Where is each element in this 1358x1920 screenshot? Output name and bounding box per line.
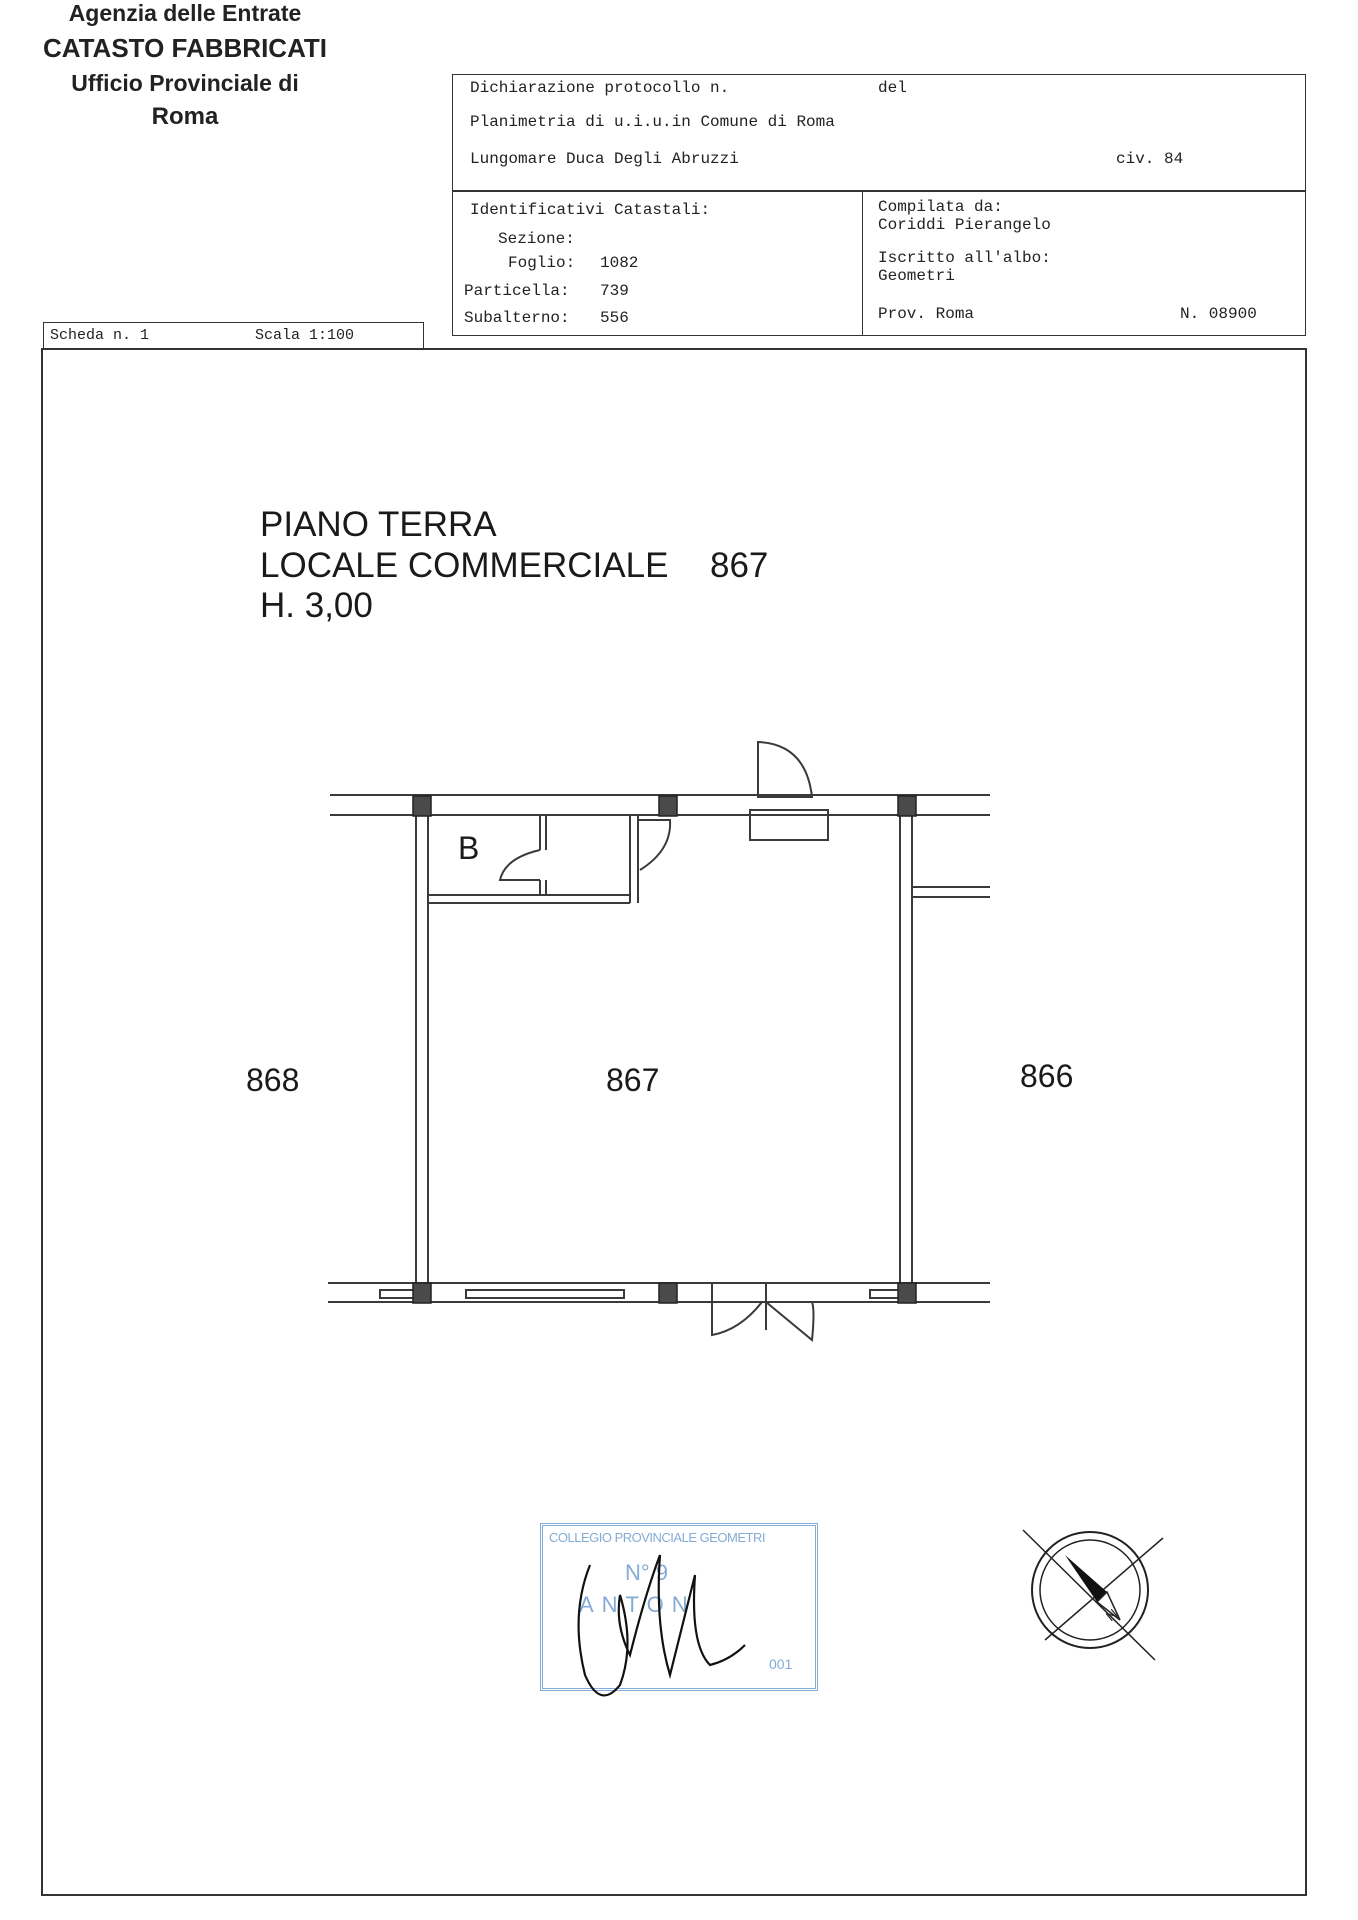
- pillar-top-right: [898, 796, 916, 816]
- subalterno-label: Subalterno:: [464, 309, 570, 327]
- stamp-number: N° 9: [625, 1560, 669, 1585]
- double-door-leaf-left: [712, 1302, 762, 1335]
- pillar-bottom-middle: [659, 1283, 677, 1303]
- agency-name: Agenzia delle Entrate: [68, 0, 302, 26]
- unit-center-label: 867: [606, 1062, 660, 1098]
- plan-use-title: LOCALE COMMERCIALE: [260, 546, 669, 585]
- sheet-scale: Scala 1:100: [255, 327, 355, 344]
- protocol-label: Dichiarazione protocollo n.: [470, 79, 730, 97]
- foglio-value: 1082: [600, 254, 639, 272]
- shopfront-segment-3: [870, 1290, 900, 1298]
- plan-floor-title: PIANO TERRA: [260, 505, 497, 544]
- address: Lungomare Duca Degli Abruzzi: [470, 150, 739, 168]
- north-arrow-icon: [1015, 1510, 1175, 1670]
- office-city: Roma: [151, 103, 219, 130]
- foglio-label: Foglio:: [508, 254, 576, 272]
- bath-door-swing: [500, 850, 540, 880]
- pillar-bottom-left: [413, 1283, 431, 1303]
- corridor-door-swing: [638, 820, 670, 870]
- sezione-label: Sezione:: [498, 230, 575, 248]
- compiler-label: Compilata da:: [878, 198, 1003, 216]
- stamp-code: 001: [769, 1656, 793, 1672]
- compiler-name: Coriddi Pierangelo: [878, 216, 1051, 234]
- register-value: Geometri: [878, 267, 955, 285]
- stamp-header: COLLEGIO PROVINCIALE GEOMETRI: [549, 1530, 765, 1545]
- province: Prov. Roma: [878, 305, 975, 323]
- register-label: Iscritto all'albo:: [878, 249, 1051, 267]
- particella-label: Particella:: [464, 282, 570, 300]
- signature: [560, 1535, 800, 1715]
- civic-number: civ. 84: [1116, 150, 1184, 168]
- plan-unit-number: 867: [710, 546, 769, 585]
- pillar-top-middle: [659, 796, 677, 816]
- particella-value: 739: [600, 282, 629, 300]
- office-label: Ufficio Provinciale di: [71, 70, 299, 96]
- register-number: N. 08900: [1180, 305, 1257, 323]
- room-b-label: B: [458, 830, 480, 866]
- svg-text:N: N: [1102, 1605, 1121, 1625]
- plan-height: H. 3,00: [260, 586, 373, 625]
- pillar-bottom-right: [898, 1283, 916, 1303]
- catasto-title: CATASTO FABBRICATI: [42, 33, 328, 63]
- identifiers-title: Identificativi Catastali:: [470, 201, 711, 219]
- pillar-top-left: [413, 796, 431, 816]
- shopfront-segment-1: [380, 1290, 416, 1298]
- unit-left-label: 868: [246, 1062, 300, 1098]
- stamp-name: ANTON: [579, 1592, 696, 1617]
- sheet-number: Scheda n. 1: [50, 327, 150, 344]
- del-label: del: [878, 79, 907, 97]
- shopfront-segment-2: [466, 1290, 624, 1298]
- top-door-swing: [758, 742, 812, 797]
- subalterno-value: 556: [600, 309, 629, 327]
- unit-right-label: 866: [1020, 1058, 1074, 1094]
- plan-line: Planimetria di u.i.u.in Comune di Roma: [470, 113, 835, 131]
- double-door-leaf-right: [766, 1302, 814, 1340]
- signature-stroke: [579, 1555, 745, 1695]
